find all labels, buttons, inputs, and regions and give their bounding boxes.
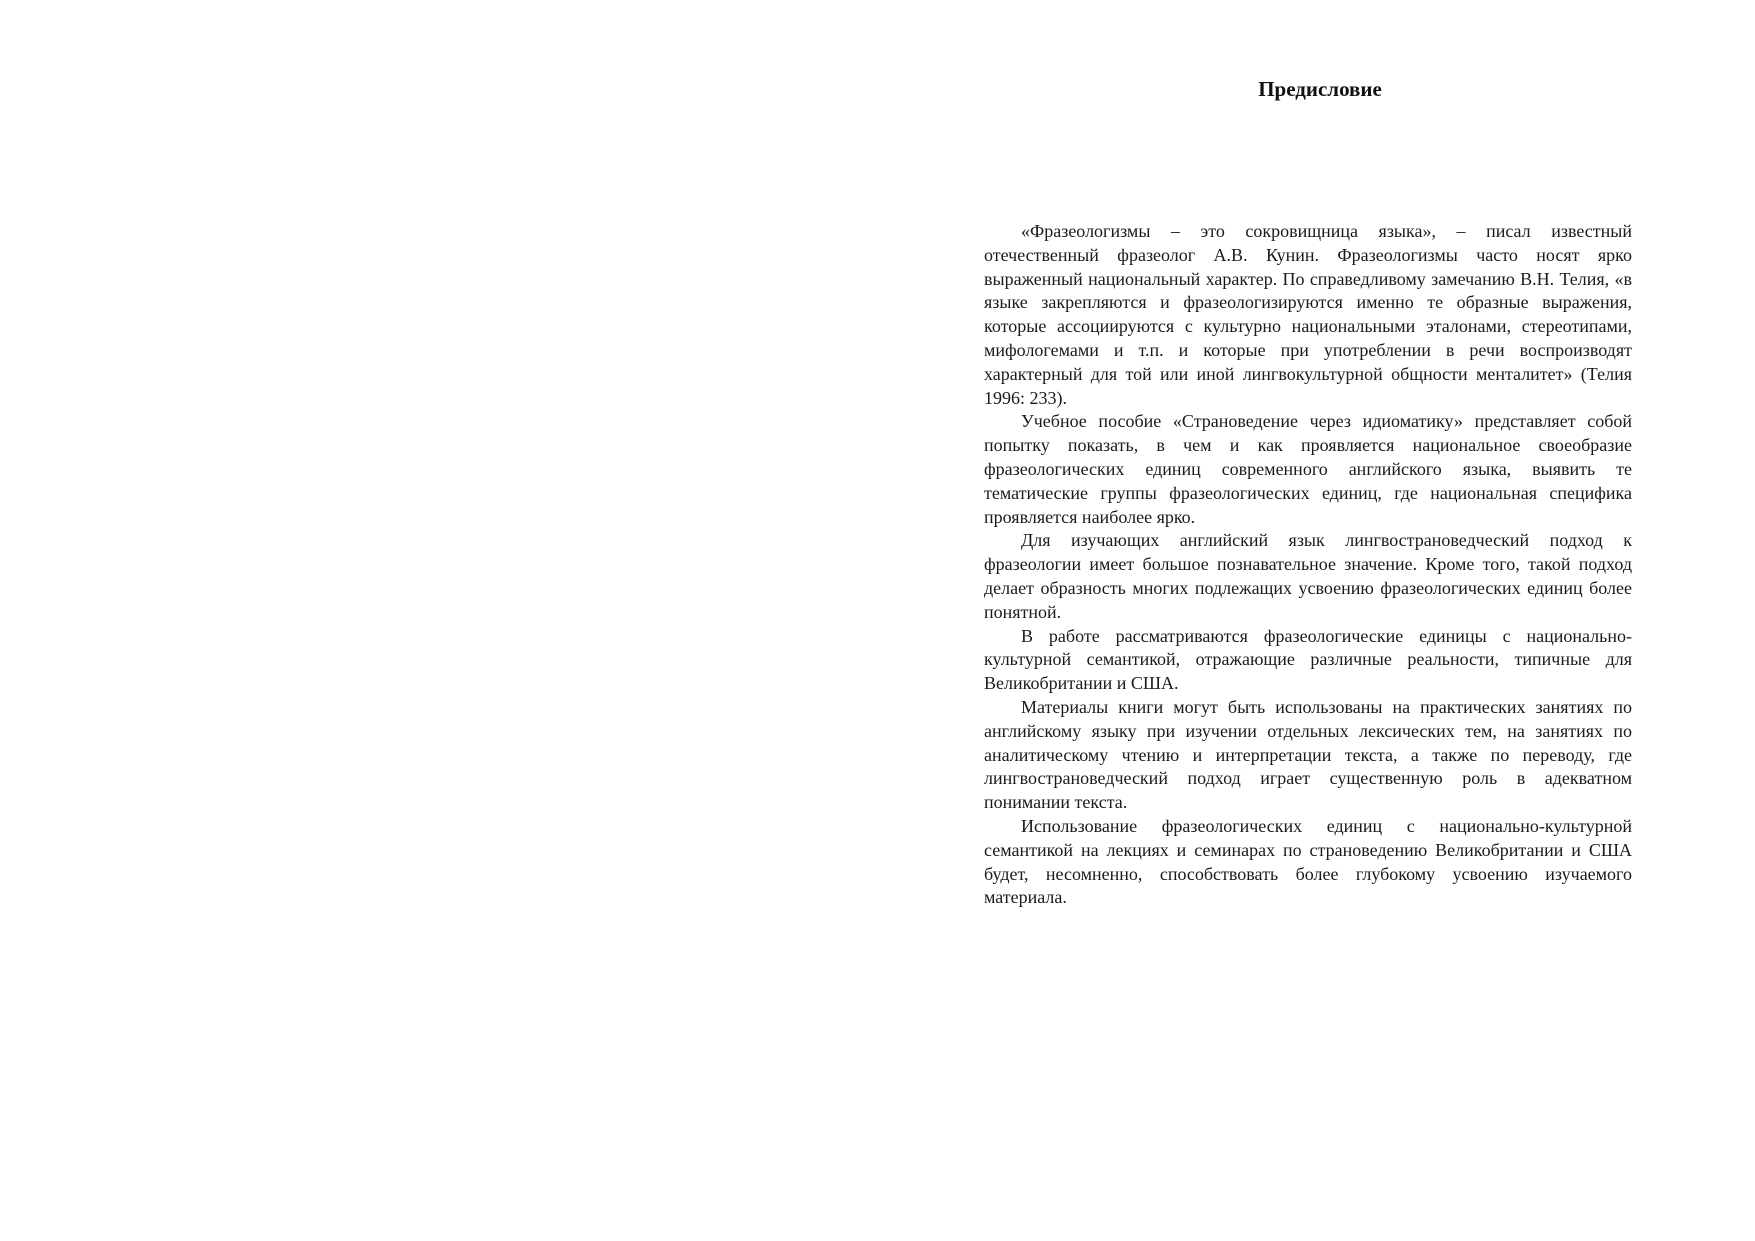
paragraph-3: Для изучающих английский язык лингвострановедческий подход к фразеологии имеет большое познавательное значение. Кроме того, такой подход делает образность многих подлежащих усвоению фразеологических единиц более понятной.	[984, 530, 1632, 622]
paragraph-2: Учебное пособие «Страноведение через идиоматику» представляет собой попытку показать, в чем и как проявляется национальное своеобразие фразеологических единиц современного английского языка, выявить те тематические группы фразеологических единиц, где национальная специфика проявляется наиболее ярко.	[984, 411, 1632, 527]
paragraph-5: Материалы книги могут быть использованы на практических занятиях по английскому языку при изучении отдельных лексических тем, на занятиях по аналитическому чтению и интерпретации текста, а также по переводу, где лингвострановедческий подход играет существенную роль в адекватном понимании текста.	[984, 696, 1632, 813]
page-title: Предисловие	[1258, 77, 1382, 101]
preface-text	[984, 220, 1632, 910]
paragraph-1: «Фразеологизмы – это сокровищница языка», – писал известный отечественный фразеолог А.В. Кунин. Фразеологизмы часто носят ярко выраженный национальный характер. По справедливому замечанию В.Н. Телия, «в языке закрепляются и фразеологизируются именно те образные выражения, которые ассоциируются с культурно национальными эталонами, стереотипами, мифологемами и т.п. и которые при употреблении в речи воспроизводят характерный для той или иной лингвокультурной общности менталитет» (Телия 1996: 233).	[984, 221, 1632, 408]
left-page-blank	[0, 0, 877, 1241]
paragraph-4: В работе рассматриваются фразеологические единицы с национально-культурной семантикой, отражающие различные реальности, типичные для Великобритании и США.	[984, 625, 1632, 694]
paragraph-6: Использование фразеологических единиц с национально-культурной семантикой на лекциях и семинарах по страноведению Великобритании и США будет, несомненно, способствовать более глубокому усвоению изучаемого материала.	[984, 815, 1632, 908]
